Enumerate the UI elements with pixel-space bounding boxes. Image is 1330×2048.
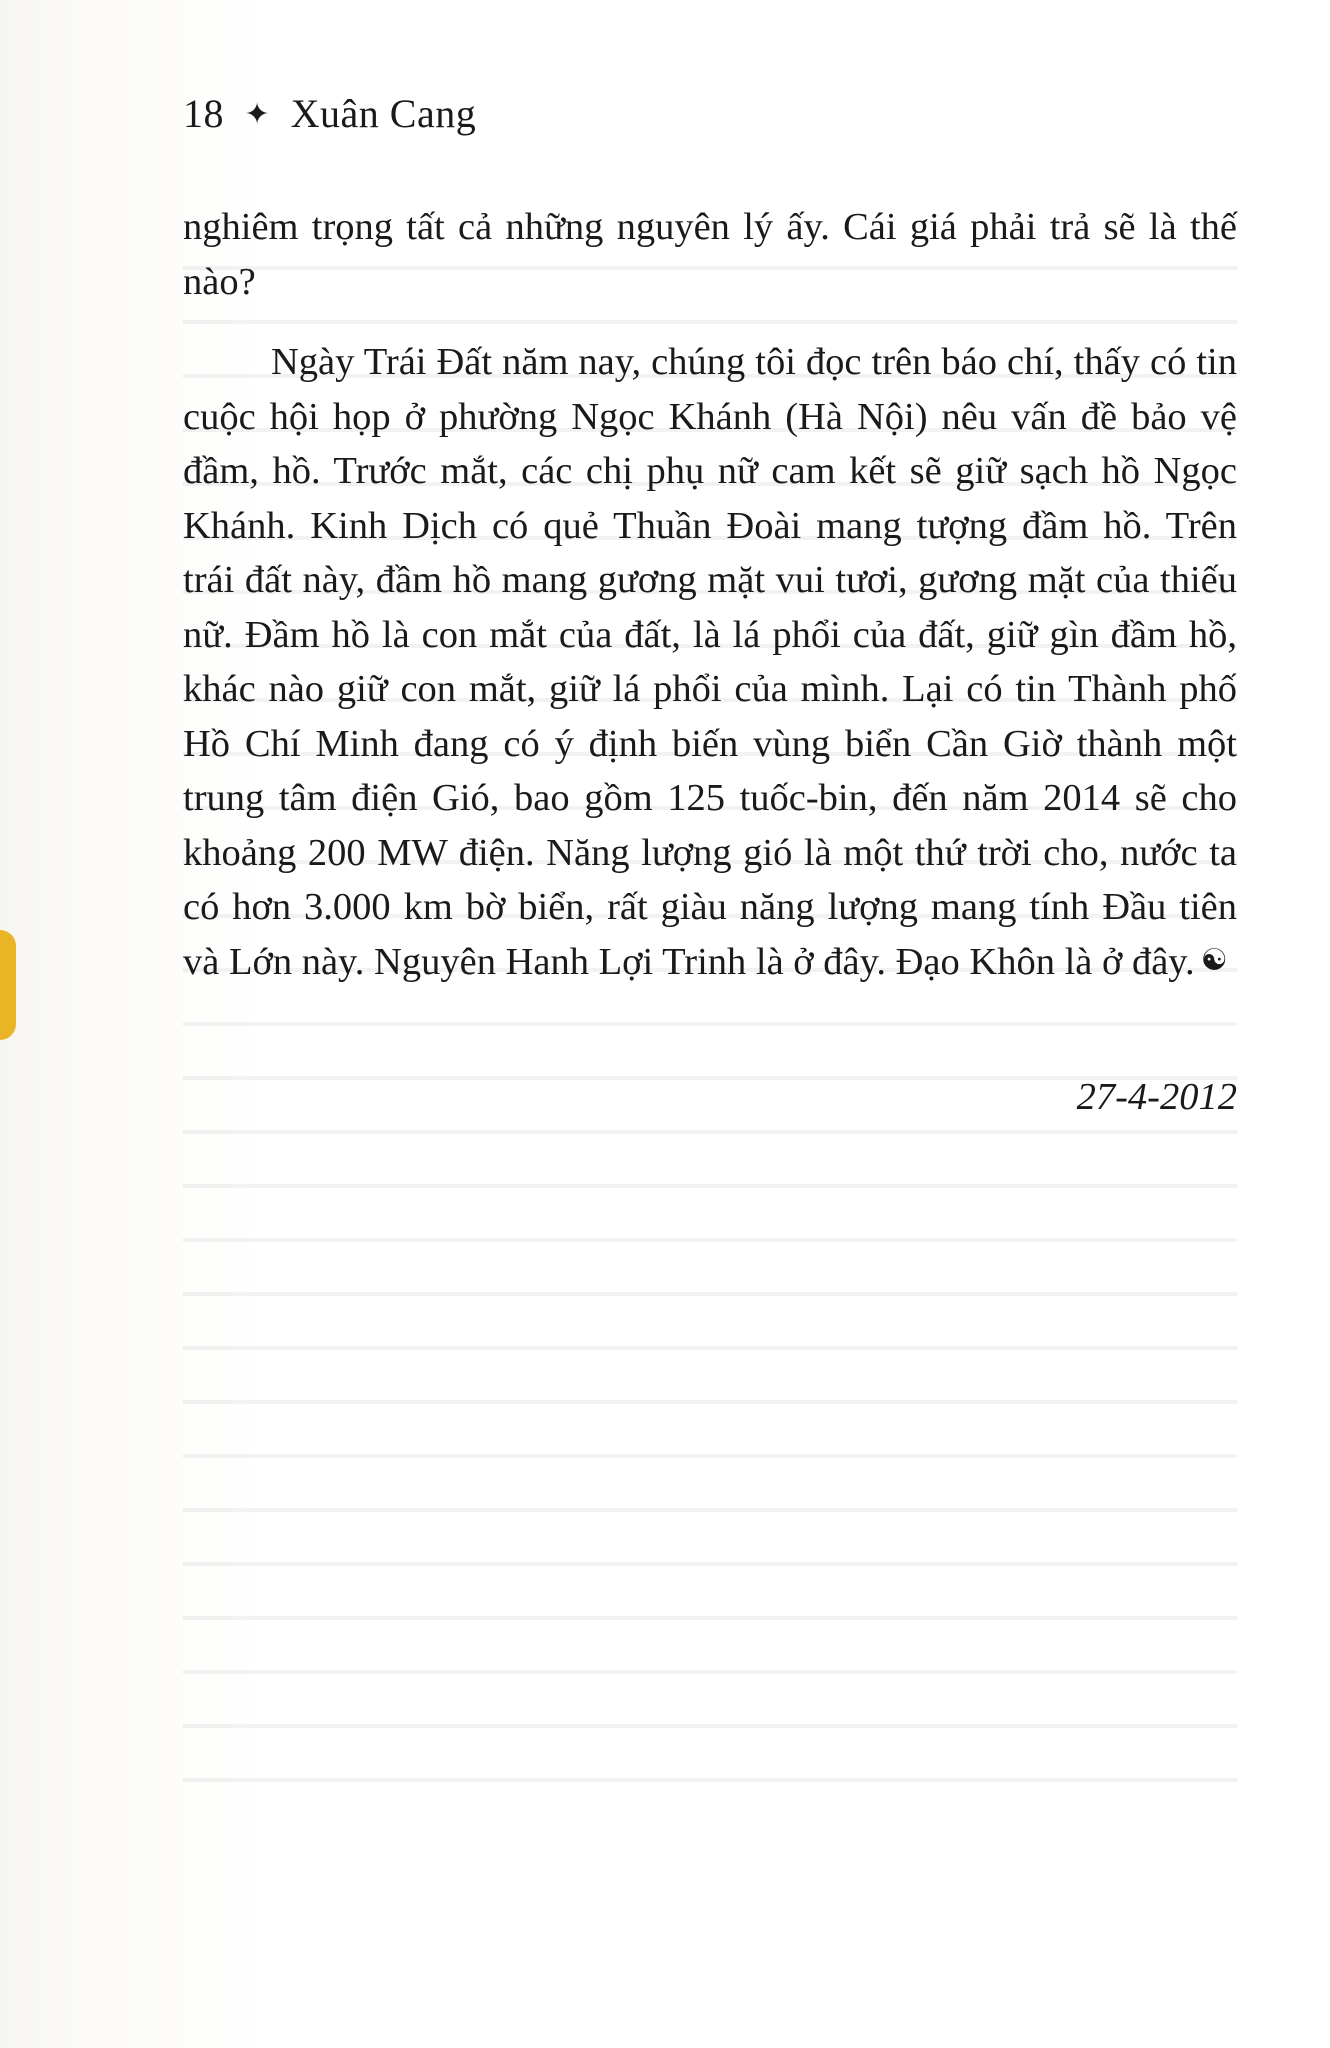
paragraph-2	[183, 335, 1237, 992]
yin-yang-icon: ☯	[1200, 942, 1228, 978]
article-date: 27-4-2012	[1076, 1076, 1237, 1118]
paragraph-1: nghiêm trọng tất cả những nguyên lý ấy. Cái giá phải trả sẽ là thế nào?	[183, 206, 1237, 303]
diamond-separator-icon: ✦	[244, 98, 271, 131]
running-header	[183, 90, 476, 137]
page-number: 18	[183, 91, 224, 136]
body-text	[183, 200, 1237, 992]
author-name: Xuân Cang	[290, 91, 477, 136]
page-edge-marker	[0, 930, 16, 1040]
paragraph-2-text: Ngày Trái Đất năm nay, chúng tôi đọc trên báo chí, thấy có tin cuộc hội họp ở phường Ngọc Khánh (Hà Nội) nêu vấn đề bảo vệ đầm, hồ. Trước mắt, các chị phụ nữ cam kết sẽ giữ sạch hồ Ngọc Khánh. Kinh Dịch có quẻ Thuần Đoài mang tượng đầm hồ. Trên trái đất này, đầm hồ mang gương mặt vui tươi, gương mặt của thiếu nữ. Đầm hồ là con mắt của đất, là lá phổi của đất, giữ gìn đầm hồ, khác nào giữ con mắt, giữ lá phổi của mình. Lại có tin Thành phố Hồ Chí Minh đang có ý định biến vùng biển Cần Giờ thành một trung tâm điện Gió, bao gồm 125 tuốc-bin, đến năm 2014 sẽ cho khoảng 200 MW điện. Năng lượng gió là một thứ trời cho, nước ta có hơn 3.000 km bờ biển, rất giàu năng lượng mang tính Đầu tiên và Lớn này. Nguyên Hanh Lợi Trinh là ở đây. Đạo Khôn là ở đây.	[183, 341, 1237, 983]
